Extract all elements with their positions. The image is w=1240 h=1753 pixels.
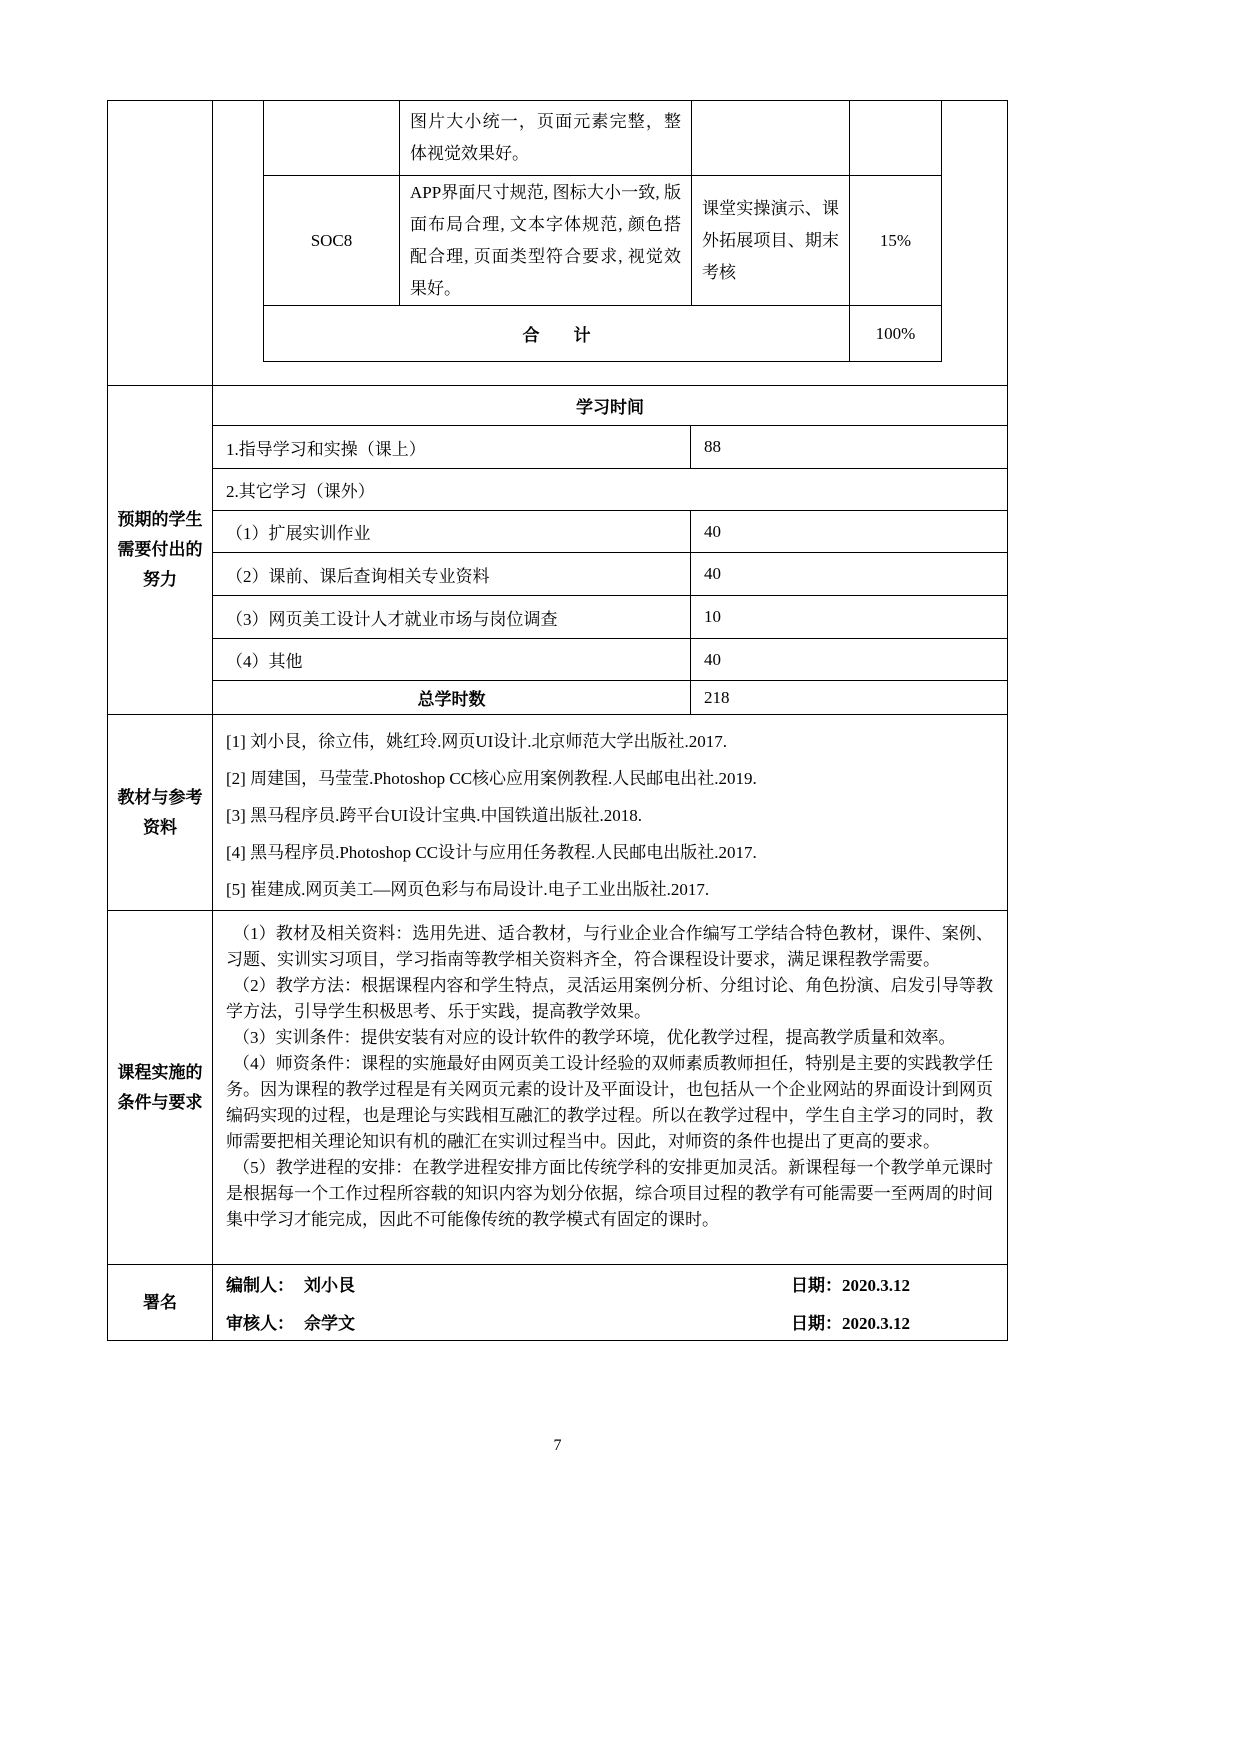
study-time-total-label: 总学时数: [213, 681, 691, 714]
references-content-cell: [213, 715, 1007, 910]
study-time-row: [213, 511, 1007, 553]
study-time-total-row: [213, 681, 1007, 714]
reference-item: [3] 黑马程序员.跨平台UI设计宝典.中国铁道出版社.2018.: [226, 806, 643, 825]
study-time-row-value: 88: [704, 437, 721, 456]
assessment-row-total: [264, 306, 941, 361]
reviewer-signature-row: [213, 1309, 1007, 1334]
signature-section-label: 署名: [108, 1265, 213, 1340]
editor-label: 编制人：: [226, 1276, 294, 1296]
assessment-row-soc8: [264, 176, 941, 306]
reference-item: [1] 刘小艮，徐立伟，姚红玲.网页UI设计.北京师范大学出版社.2017.: [226, 732, 728, 751]
study-time-total-value: 218: [704, 687, 730, 707]
references-section: [108, 715, 1007, 911]
assessment-total-weight: 100%: [875, 323, 916, 343]
assessment-section: [108, 101, 1007, 386]
page-number: 7: [553, 1437, 562, 1454]
signature-section: [108, 1265, 1007, 1340]
study-time-row-label: （3）网页美工设计人才就业市场与岗位调查: [213, 596, 691, 638]
study-time-header: [213, 386, 1007, 426]
assessment-carryover-text: 图片大小统一，页面元素完整，整体视觉效果好。: [410, 112, 681, 163]
assessment-method: [692, 176, 850, 305]
condition-paragraph: （1）教材及相关资料：选用先进、适合教材，与行业企业合作编写工学结合特色教材，课件、案例、习题、实训实习项目，学习指南等教学相关资料齐全，符合课程设计要求，满足课程教学需要。: [226, 924, 993, 969]
reference-item: [5] 崔建成.网页美工—网页色彩与布局设计.电子工业出版社.2017.: [226, 880, 710, 899]
editor-date: 日期：2020.3.12: [791, 1276, 910, 1296]
reviewer-label: 审核人：: [226, 1313, 294, 1333]
assessment-label-cell-empty: [108, 101, 213, 385]
study-time-row-label: （4）其他: [213, 639, 691, 680]
assessment-description-text: APP界面尺寸规范, 图标大小一致, 版面布局合理, 文本字体规范, 颜色搭配合理, 页面类型符合要求, 视觉效果好。: [410, 182, 681, 298]
study-time-row: [213, 596, 1007, 639]
study-time-row-label: （2）课前、课后查询相关专业资料: [213, 553, 691, 595]
editor-signature-row: [213, 1271, 1007, 1296]
condition-paragraph: （3）实训条件：提供安装有对应的设计软件的教学环境，优化教学过程，提高教学质量和效率。: [233, 1028, 956, 1047]
study-time-row-value: 40: [704, 649, 721, 669]
reference-item: [4] 黑马程序员.Photoshop CC设计与应用任务教程.人民邮电出版社.2017.: [226, 843, 757, 862]
reference-item: [2] 周建国，马莹莹.Photoshop CC核心应用案例教程.人民邮电出社.2019.: [226, 769, 757, 788]
assessment-total-label: 合 计: [264, 306, 850, 361]
reviewer-date: 日期：2020.3.12: [791, 1313, 910, 1333]
effort-section: [108, 386, 1007, 715]
assessment-method-cell-empty: [692, 101, 850, 175]
study-time-header-text: 学习时间: [576, 398, 644, 417]
conditions-section: [108, 911, 1007, 1265]
conditions-content-cell: [213, 911, 1007, 1264]
assessment-description: [400, 176, 692, 305]
condition-paragraph: （4）师资条件：课程的实施最好由网页美工设计经验的双师素质教师担任，特别是主要的实践教学任务。因为课程的教学过程是有关网页元素的设计及平面设计，也包括从一个企业网站的界面设计到网页编码实现的过程，也是理论与实践相互融汇的教学过程。所以在教学过程中，学生自主学习的同时，教师需要把相关理论知识有机的融汇在实训过程当中。因此，对师资的条件也提出了更高的要求。: [226, 1054, 993, 1151]
assessment-inner-table: [263, 101, 942, 362]
editor-name: 刘小艮: [304, 1276, 355, 1296]
condition-paragraph: （5）教学进程的安排：在教学进程安排方面比传统学科的安排更加灵活。新课程每一个教学单元课时是根据每一个工作过程所容载的知识内容为划分依据，综合项目过程的教学有可能需要一至两周的时间集中学习才能完成，因此不可能像传统的教学模式有固定的课时。: [226, 1158, 993, 1229]
assessment-weight-cell-empty: [850, 101, 941, 175]
study-time-row: [213, 639, 1007, 681]
study-time-row-value: 40: [704, 564, 721, 583]
study-time-row-label: 1.指导学习和实操（课上）: [213, 426, 691, 468]
study-time-row: [213, 553, 1007, 596]
assessment-row-carryover: [264, 101, 941, 176]
study-time-row-value: 40: [704, 521, 721, 541]
references-section-label: 教材与参考资料: [108, 715, 213, 910]
assessment-code-cell-empty: [264, 101, 400, 175]
assessment-code: SOC8: [264, 176, 400, 305]
reviewer-name: 佘学文: [304, 1313, 355, 1333]
study-time-row: [213, 469, 1007, 511]
study-time-row-label: （1）扩展实训作业: [213, 511, 691, 552]
course-outline-table: [107, 100, 1008, 1341]
condition-paragraph: （2）教学方法：根据课程内容和学生特点，灵活运用案例分析、分组讨论、角色扮演、启发引导等教学方法，引导学生积极思考、乐于实践，提高教学效果。: [226, 976, 993, 1021]
assessment-method-text: 课堂实操演示、课外拓展项目、期末考核: [702, 198, 839, 282]
assessment-content-cell: [213, 101, 1007, 385]
effort-section-label: 预期的学生需要付出的努力: [108, 386, 213, 714]
study-time-row: [213, 426, 1007, 469]
study-time-row-label: 2.其它学习（课外）: [226, 482, 375, 501]
signature-content-cell: [213, 1265, 1007, 1340]
effort-content-cell: [213, 386, 1007, 714]
study-time-row-value: 10: [704, 607, 721, 626]
assessment-carryover-description: [400, 101, 692, 175]
assessment-weight: 15%: [879, 230, 912, 250]
conditions-section-label: 课程实施的条件与要求: [108, 911, 213, 1264]
